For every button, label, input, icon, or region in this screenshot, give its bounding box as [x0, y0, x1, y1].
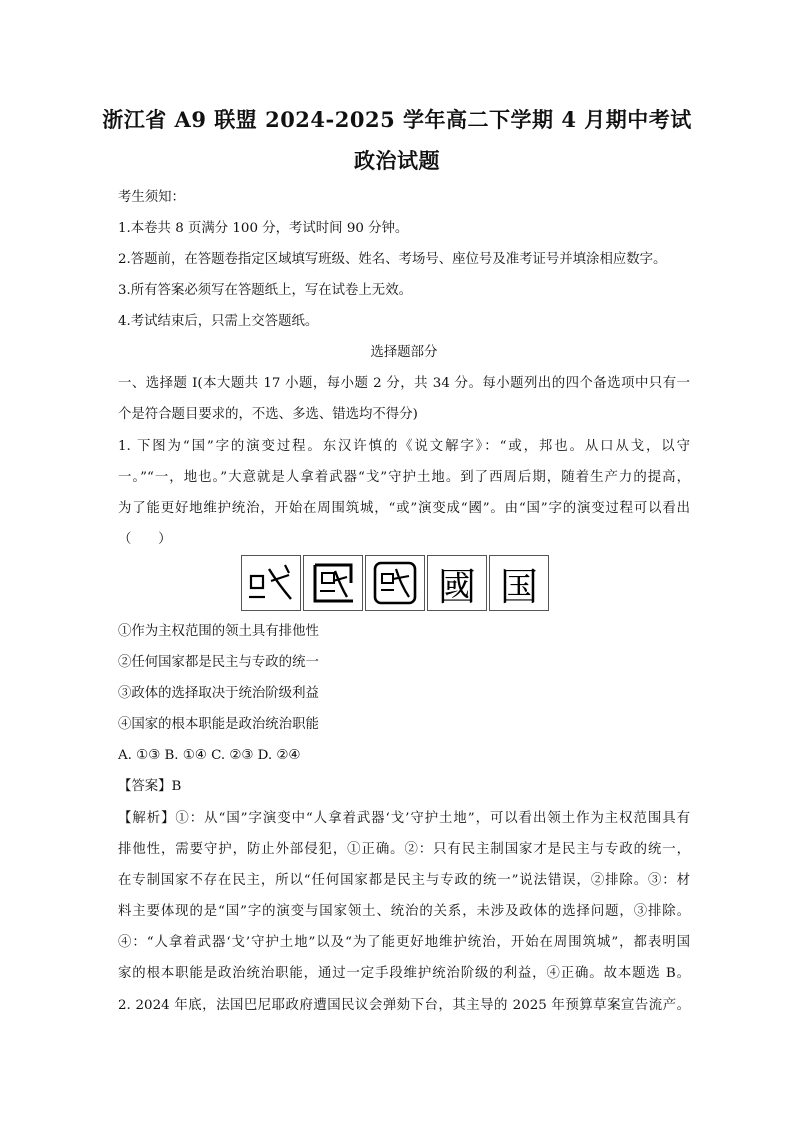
- question-stem: 一。”“一，地也。”大意就是人拿着武器“戈”守护土地。到了西周后期，随着生产力的提高，: [118, 470, 690, 485]
- answer-label: 【答案】B: [118, 779, 182, 794]
- section-instructions: 个是符合题目要求的，不选、多选、错选均不得分): [118, 407, 418, 422]
- statement-item: ②任何国家都是民主与专政的统一: [118, 655, 319, 670]
- glyph-seal: [365, 555, 425, 611]
- statement-item: ④国家的根本职能是政治统治职能: [118, 717, 319, 732]
- notice-heading: 考生须知：: [118, 190, 185, 205]
- analysis-line: 在专制国家不存在民主，所以“任何国家都是民主与专政的统一”说法错误，②排除。③：材: [118, 873, 690, 888]
- statement-item: ①作为主权范围的领土具有排他性: [118, 624, 319, 639]
- glyph-bronze: [303, 555, 363, 611]
- question-stem: （ ）: [118, 532, 172, 547]
- question-stem: 1. 下图为“国”字的演变过程。东汉许慎的《说文解字》：“或，邦也。从口从戈，以守: [118, 439, 690, 454]
- analysis-line: 【解析】①：从“国”字演变中“人拿着武器‘戈’守护土地”，可以看出领土作为主权范围具有: [118, 811, 690, 826]
- section-instructions: 一、选择题 I(本大题共 17 小题，每小题 2 分，共 34 分。每小题列出的四个备选项中只有一: [118, 376, 690, 391]
- notice-item: 3.所有答案必须写在答题纸上，写在试卷上无效。: [118, 283, 412, 298]
- glyph-simplified: 国: [489, 555, 549, 611]
- ancient-glyph-guo-bronze: [307, 559, 359, 607]
- answer-options: A. ①③ B. ①④ C. ②③ D. ②④: [118, 748, 301, 763]
- notice-item: 4.考试结束后，只需上交答题纸。: [118, 314, 319, 329]
- question-stem: 2. 2024 年底，法国巴尼耶政府遭国民议会弹劾下台，其主导的 2025 年预算草案宣告流产。: [118, 998, 690, 1013]
- ancient-glyph-guo-seal: [369, 559, 421, 607]
- glyph-oracle-bone: [241, 555, 301, 611]
- character-evolution-figure: [241, 555, 551, 613]
- analysis-line: 料主要体现的是“国”字的演变与国家领土、统治的关系，未涉及政体的选择问题，③排除。: [118, 904, 690, 919]
- question-stem: 为了能更好地维护统治，开始在周围筑城，“或”演变成“國”。由“国”字的演变过程可以看出: [118, 501, 690, 516]
- section-title: 选择题部分: [370, 345, 438, 360]
- notice-item: 1.本卷共 8 页满分 100 分，考试时间 90 分钟。: [118, 221, 409, 236]
- ancient-glyph-huo: [245, 559, 297, 607]
- statement-item: ③政体的选择取决于统治阶级利益: [118, 686, 319, 701]
- analysis-line: 排他性，需要守护，防止外部侵犯，①正确。②：只有民主制国家才是民主与专政的统一，: [118, 842, 690, 857]
- glyph-traditional: 國: [427, 555, 487, 611]
- exam-subtitle: 政治试题: [354, 148, 440, 173]
- exam-title: 浙江省 A9 联盟 2024-2025 学年高二下学期 4 月期中考试: [102, 107, 692, 132]
- notice-item: 2.答题前，在答题卷指定区域填写班级、姓名、考场号、座位号及准考证号并填涂相应数字。: [118, 252, 667, 267]
- analysis-line: ④：“人拿着武器‘戈’守护土地”以及“为了能更好地维护统治，开始在周围筑城”，都表明国: [118, 935, 690, 950]
- analysis-line: 家的根本职能是政治统治职能，通过一定手段维护统治阶级的利益，④正确。故本题选 B。: [118, 966, 690, 981]
